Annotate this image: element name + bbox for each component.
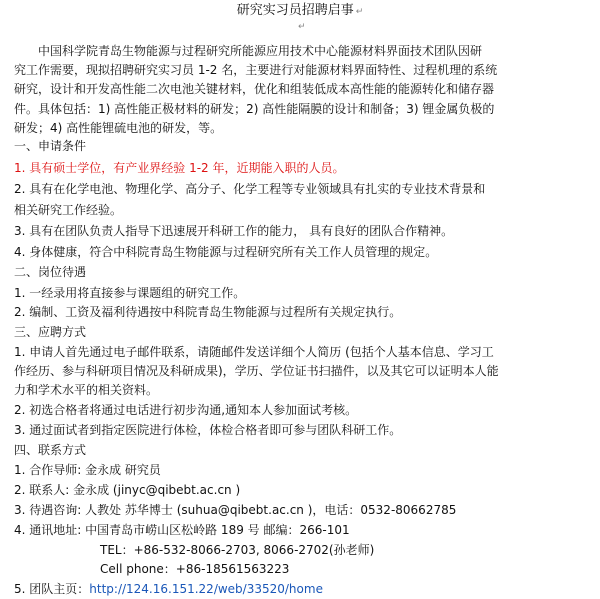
- application-item-continued: 作经历、参与科研项目情况及科研成果)，学历、学位证书扫描件，以及其它可以证明本人能: [14, 364, 499, 378]
- contact-item-homepage: [14, 580, 586, 599]
- intro-line: 研究，设计和开发高性能二次电池关键材料，优化和组装低成本高性能的能源转化和储存器: [14, 82, 495, 97]
- application-item: 3. 通过面试者到指定医院进行体检，体检合格者即可参与团队科研工作。: [14, 423, 402, 437]
- intro-line: 究工作需要，现拟招聘研究实习员 1-2 名，主要进行对能源材料界面特性、过程机理的系统: [14, 63, 498, 78]
- application-item: 1. 申请人首先通过电子邮件联系，请随邮件发送详细个人简历 (包括个人基本信息、学习工: [14, 345, 494, 359]
- requirement-item: 3. 具有在团队负责人指导下迅速展开科研工作的能力， 具有良好的团队合作精神。: [14, 224, 454, 238]
- benefit-item: 1. 一经录用将直接参与课题组的研究工作。: [14, 286, 246, 300]
- contact-item: 1. 合作导师: 金永成 研究员: [14, 463, 161, 477]
- application-item-continued: 力和学术水平的相关资料。: [14, 383, 159, 397]
- section-heading-application: 三、应聘方式: [14, 325, 87, 339]
- requirement-item: 2. 具有在化学电池、物理化学、高分子、化学工程等专业领域具有扎实的专业技术背景和: [14, 182, 486, 196]
- intro-paragraph: [14, 42, 588, 138]
- intro-line: 件。具体包括：1) 高性能正极材料的研发；2) 高性能隔膜的设计和制备；3) 锂金属负极的: [14, 101, 495, 116]
- requirement-item-continued: 相关研究工作经验。: [14, 203, 123, 217]
- contact-item: 3. 待遇咨询: 人教处 苏华博士 (suhua@qibebt.ac.cn )，电话：0532-80662785: [14, 503, 457, 517]
- contact-telephone: TEL：+86-532-8066-2703, 8066-2702(孙老师): [100, 543, 375, 557]
- benefit-item: 2. 编制、工资及福利待遇按中科院青岛生物能源与过程所有关规定执行。: [14, 305, 402, 319]
- blank-line-mark: ↵: [298, 22, 306, 32]
- section-heading-benefits: 二、岗位待遇: [14, 265, 87, 279]
- requirement-item: 1. 具有硕士学位，有产业界经验 1-2 年，近期能入职的人员。: [14, 161, 345, 175]
- intro-line: 研发；4) 高性能锂硫电池的研发，等。: [14, 120, 223, 135]
- homepage-link[interactable]: http://124.16.151.22/web/33520/home: [89, 582, 323, 596]
- contact-cellphone: Cell phone：+86-18561563223: [100, 562, 290, 576]
- contact-item: 2. 联系人: 金永成 (jinyc@qibebt.ac.cn ): [14, 483, 241, 497]
- section-heading-contact: 四、联系方式: [14, 443, 87, 457]
- homepage-label: 5. 团队主页：: [14, 582, 90, 596]
- contact-item: 4. 通讯地址: 中国青岛市崂山区松岭路 189 号 邮编：266-101: [14, 523, 350, 537]
- intro-line: 中国科学院青岛生物能源与过程研究所能源应用技术中心能源材料界面技术团队因研: [14, 44, 483, 58]
- application-item: 2. 初选合格者将通过电话进行初步沟通,通知本人参加面试考核。: [14, 403, 358, 417]
- requirement-item: 4. 身体健康，符合中科院青岛生物能源与过程研究所有关工作人员管理的规定。: [14, 245, 438, 259]
- section-heading-requirements: 一、申请条件: [14, 139, 87, 153]
- document-title: 研究实习员招聘启事 ↵: [236, 3, 364, 18]
